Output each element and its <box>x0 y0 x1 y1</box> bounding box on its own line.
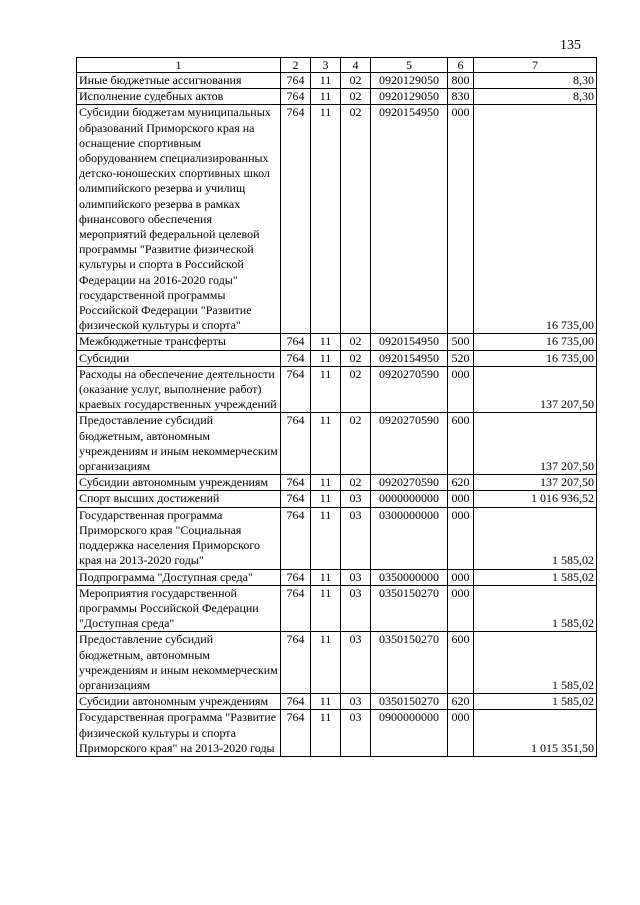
cell-subsection: 02 <box>341 366 371 413</box>
cell-subsection: 02 <box>341 334 371 350</box>
table-row <box>77 334 597 350</box>
cell-section: 11 <box>311 475 341 491</box>
table-row <box>77 491 597 507</box>
cell-code: 764 <box>281 334 311 350</box>
cell-section: 11 <box>311 694 341 710</box>
cell-subsection: 03 <box>341 585 371 632</box>
cell-subsection: 03 <box>341 491 371 507</box>
row-name: Государственная программа Приморского края "Социальная поддержка населения Приморского края на 2013-2020 годы" <box>77 507 281 569</box>
cell-section: 11 <box>311 73 341 89</box>
cell-target-article: 0920129050 <box>371 89 448 105</box>
cell-expense-type: 000 <box>448 491 474 507</box>
cell-section: 11 <box>311 334 341 350</box>
cell-section: 11 <box>311 491 341 507</box>
table-row <box>77 475 597 491</box>
table-row <box>77 89 597 105</box>
cell-target-article: 0350150270 <box>371 632 448 694</box>
cell-target-article: 0000000000 <box>371 491 448 507</box>
cell-amount: 1 016 936,52 <box>474 491 597 507</box>
cell-code: 764 <box>281 569 311 585</box>
cell-code: 764 <box>281 105 311 334</box>
cell-subsection: 02 <box>341 105 371 334</box>
cell-expense-type: 520 <box>448 350 474 366</box>
cell-code: 764 <box>281 350 311 366</box>
cell-code: 764 <box>281 366 311 413</box>
cell-section: 11 <box>311 569 341 585</box>
cell-section: 11 <box>311 89 341 105</box>
table-row <box>77 585 597 632</box>
cell-code: 764 <box>281 632 311 694</box>
table-row <box>77 413 597 475</box>
table-row <box>77 105 597 334</box>
cell-target-article: 0920270590 <box>371 366 448 413</box>
row-name: Предоставление субсидий бюджетным, автономным учреждениям и иным некоммерческим организациям <box>77 413 281 475</box>
cell-subsection: 02 <box>341 89 371 105</box>
cell-section: 11 <box>311 105 341 334</box>
cell-amount: 1 585,02 <box>474 569 597 585</box>
table-row <box>77 73 597 89</box>
cell-expense-type: 830 <box>448 89 474 105</box>
cell-amount: 1 015 351,50 <box>474 710 597 757</box>
row-name: Иные бюджетные ассигнования <box>77 73 281 89</box>
cell-code: 764 <box>281 507 311 569</box>
cell-code: 764 <box>281 585 311 632</box>
row-name: Исполнение судебных актов <box>77 89 281 105</box>
cell-section: 11 <box>311 350 341 366</box>
cell-expense-type: 620 <box>448 694 474 710</box>
row-name: Спорт высших достижений <box>77 491 281 507</box>
row-name: Субсидии бюджетам муниципальных образований Приморского края на оснащение спортивным оборудованием специализированных детско-юношеских спортивных школ олимпийского резерва и училищ олимпийского резерва в рамках финансового обеспечения мероприятий федеральной целевой программы "Развитие физической культуры и спорта в Российской Федерации на 2016-2020 годы" государственной программы Российской Федерации "Развитие физической культуры и спорта" <box>77 105 281 334</box>
page-number: 135 <box>560 38 581 53</box>
row-name: Субсидии <box>77 350 281 366</box>
column-header: 6 <box>448 58 474 73</box>
table-row <box>77 350 597 366</box>
table-row <box>77 366 597 413</box>
cell-target-article: 0900000000 <box>371 710 448 757</box>
column-header: 5 <box>371 58 448 73</box>
cell-subsection: 02 <box>341 350 371 366</box>
table-row <box>77 632 597 694</box>
column-header: 1 <box>77 58 281 73</box>
cell-target-article: 0920154950 <box>371 350 448 366</box>
cell-subsection: 03 <box>341 694 371 710</box>
cell-subsection: 02 <box>341 413 371 475</box>
cell-subsection: 02 <box>341 73 371 89</box>
cell-amount: 16 735,00 <box>474 105 597 334</box>
cell-expense-type: 600 <box>448 413 474 475</box>
cell-target-article: 0350150270 <box>371 585 448 632</box>
cell-amount: 8,30 <box>474 89 597 105</box>
cell-amount: 1 585,02 <box>474 507 597 569</box>
row-name: Расходы на обеспечение деятельности (оказание услуг, выполнение работ) краевых государственных учреждений <box>77 366 281 413</box>
cell-section: 11 <box>311 632 341 694</box>
row-name: Государственная программа "Развитие физической культуры и спорта Приморского края" на 2013-2020 годы <box>77 710 281 757</box>
cell-expense-type: 500 <box>448 334 474 350</box>
cell-target-article: 0350000000 <box>371 569 448 585</box>
cell-expense-type: 600 <box>448 632 474 694</box>
row-name: Субсидии автономным учреждениям <box>77 475 281 491</box>
cell-section: 11 <box>311 366 341 413</box>
cell-amount: 137 207,50 <box>474 413 597 475</box>
cell-expense-type: 000 <box>448 507 474 569</box>
table-row <box>77 694 597 710</box>
cell-subsection: 02 <box>341 475 371 491</box>
cell-code: 764 <box>281 491 311 507</box>
cell-target-article: 0920270590 <box>371 413 448 475</box>
cell-expense-type: 000 <box>448 366 474 413</box>
row-name: Предоставление субсидий бюджетным, автономным учреждениям и иным некоммерческим организациям <box>77 632 281 694</box>
row-name: Мероприятия государственной программы Российской Федерации "Доступная среда" <box>77 585 281 632</box>
cell-section: 11 <box>311 710 341 757</box>
cell-code: 764 <box>281 694 311 710</box>
cell-expense-type: 000 <box>448 105 474 334</box>
cell-expense-type: 000 <box>448 710 474 757</box>
cell-code: 764 <box>281 413 311 475</box>
cell-target-article: 0920154950 <box>371 334 448 350</box>
table-row <box>77 507 597 569</box>
cell-expense-type: 000 <box>448 585 474 632</box>
cell-subsection: 03 <box>341 710 371 757</box>
cell-section: 11 <box>311 585 341 632</box>
cell-expense-type: 620 <box>448 475 474 491</box>
cell-subsection: 03 <box>341 569 371 585</box>
cell-amount: 1 585,02 <box>474 694 597 710</box>
budget-table <box>76 57 597 757</box>
cell-amount: 16 735,00 <box>474 350 597 366</box>
cell-subsection: 03 <box>341 507 371 569</box>
cell-amount: 137 207,50 <box>474 475 597 491</box>
row-name: Субсидии автономным учреждениям <box>77 694 281 710</box>
cell-code: 764 <box>281 89 311 105</box>
row-name: Подпрограмма "Доступная среда" <box>77 569 281 585</box>
cell-amount: 1 585,02 <box>474 585 597 632</box>
cell-subsection: 03 <box>341 632 371 694</box>
cell-target-article: 0350150270 <box>371 694 448 710</box>
cell-code: 764 <box>281 710 311 757</box>
cell-target-article: 0300000000 <box>371 507 448 569</box>
cell-target-article: 0920270590 <box>371 475 448 491</box>
cell-expense-type: 000 <box>448 569 474 585</box>
cell-section: 11 <box>311 413 341 475</box>
column-header: 2 <box>281 58 311 73</box>
cell-target-article: 0920154950 <box>371 105 448 334</box>
row-name: Межбюджетные трансферты <box>77 334 281 350</box>
cell-amount: 16 735,00 <box>474 334 597 350</box>
cell-code: 764 <box>281 475 311 491</box>
cell-amount: 8,30 <box>474 73 597 89</box>
cell-expense-type: 800 <box>448 73 474 89</box>
cell-section: 11 <box>311 507 341 569</box>
column-header: 3 <box>311 58 341 73</box>
cell-amount: 137 207,50 <box>474 366 597 413</box>
header-row <box>77 58 597 73</box>
column-header: 7 <box>474 58 597 73</box>
cell-amount: 1 585,02 <box>474 632 597 694</box>
table-row <box>77 710 597 757</box>
cell-code: 764 <box>281 73 311 89</box>
cell-target-article: 0920129050 <box>371 73 448 89</box>
column-header: 4 <box>341 58 371 73</box>
table-row <box>77 569 597 585</box>
